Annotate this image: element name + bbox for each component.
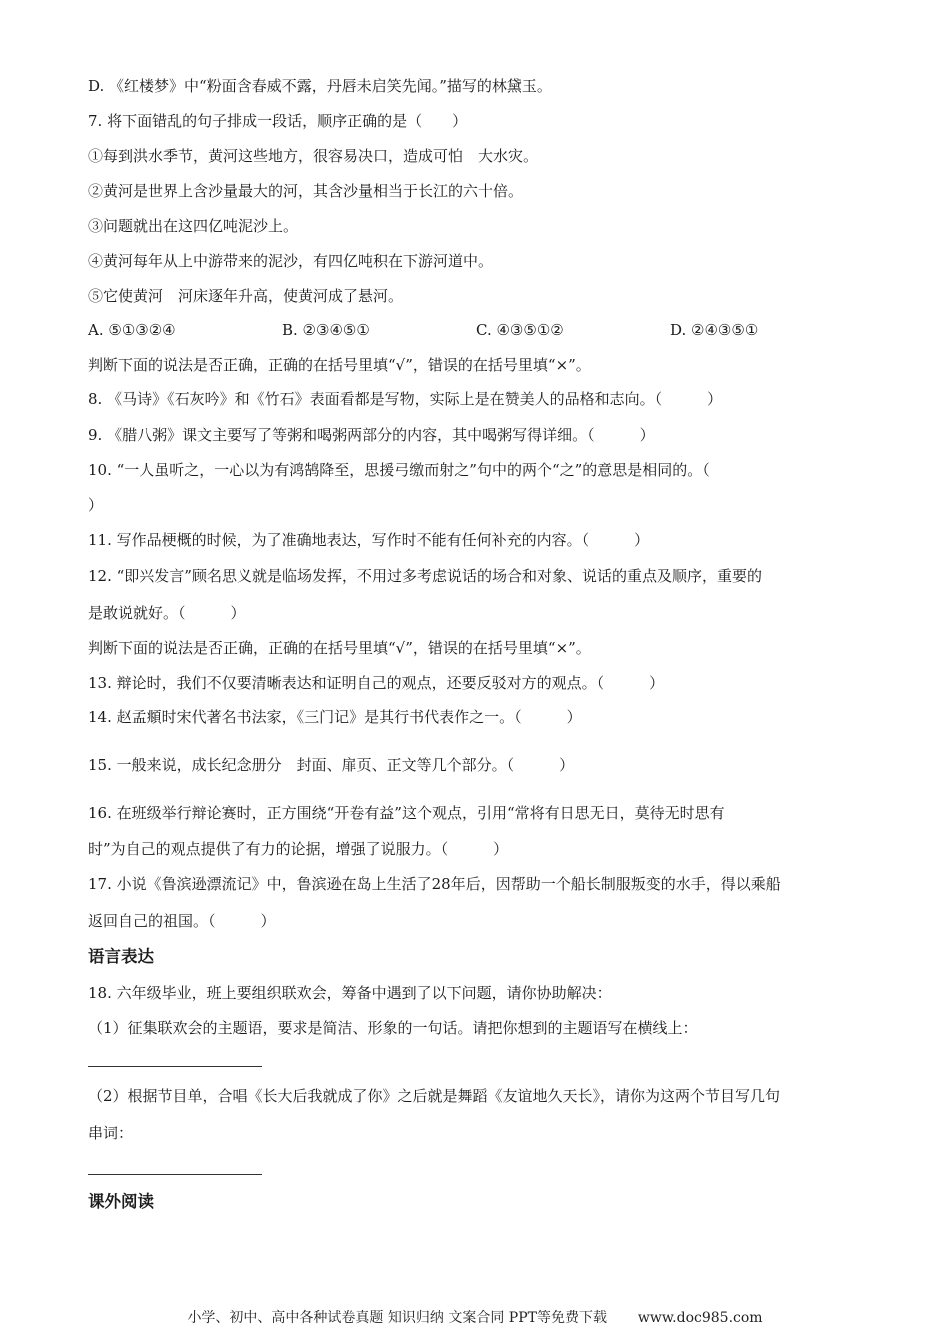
q12-line-1: 12. “即兴发言”顾名思义就是临场发挥，不用过多考虑说话的场合和对象、说话的重点及顺序，重要的 xyxy=(88,567,762,585)
q7-stem: 7. 将下面错乱的句子排成一段话，顺序正确的是（ ） xyxy=(88,112,468,130)
q10-line-2: ） xyxy=(88,496,104,514)
q18-part-1: （1）征集联欢会的主题语，要求是简洁、形象的一句话。请把你想到的主题语写在横线上： xyxy=(88,1019,698,1037)
q15: 15. 一般来说，成长纪念册分 封面、扉页、正文等几个部分。（ ） xyxy=(88,756,575,774)
q16-line-1: 16. 在班级举行辩论赛时，正方围绕“开卷有益”这个观点，引用“常将有日思无日，莫待无时思有 xyxy=(88,804,725,822)
answer-line-1[interactable] xyxy=(88,1066,262,1067)
q14: 14. 赵孟頫时宋代著名书法家，《三门记》是其行书代表作之一。（ ） xyxy=(88,708,582,726)
judge-instruction-2: 判断下面的说法是否正确，正确的在括号里填“√”，错误的在括号里填“×”。 xyxy=(88,639,591,657)
q7-sentence-4: ④黄河每年从上中游带来的泥沙，有四亿吨积在下游河道中。 xyxy=(88,252,494,270)
section-heading-reading: 课外阅读 xyxy=(88,1192,154,1211)
footer-url[interactable]: www.doc985.com xyxy=(637,1310,763,1326)
section-heading-language: 语言表达 xyxy=(88,947,154,966)
q13: 13. 辩论时，我们不仅要清晰表达和证明自己的观点，还要反驳对方的观点。（ ） xyxy=(88,674,665,692)
q18-part-2-line-1: （2）根据节目单，合唱《长大后我就成了你》之后就是舞蹈《友谊地久天长》，请你为这两个节目写几句 xyxy=(88,1087,781,1105)
q7-sentence-2: ②黄河是世界上含沙量最大的河，其含沙量相当于长江的六十倍。 xyxy=(88,182,524,200)
q17-line-1: 17. 小说《鲁滨逊漂流记》中，鲁滨逊在岛上生活了28年后，因帮助一个船长制服叛变的水手，得以乘船 xyxy=(88,875,781,893)
q8: 8. 《马诗》《石灰吟》和《竹石》表面看都是写物，实际上是在赞美人的品格和志向。（ ） xyxy=(88,390,723,408)
q11: 11. 写作品梗概的时候，为了准确地表达，写作时不能有任何补充的内容。（ ） xyxy=(88,531,650,549)
judge-instruction-1: 判断下面的说法是否正确，正确的在括号里填“√”，错误的在括号里填“×”。 xyxy=(88,356,591,374)
q7-sentence-1: ①每到洪水季节，黄河这些地方，很容易决口，造成可怕 大水灾。 xyxy=(88,147,539,165)
q10-line-1: 10. “一人虽听之，一心以为有鸿鹄降至，思援弓缴而射之”句中的两个“之”的意思是相同的。（ xyxy=(88,461,710,479)
q18-stem: 18. 六年级毕业，班上要组织联欢会，筹备中遇到了以下问题，请你协助解决： xyxy=(88,984,612,1002)
q7-option-a: A. ⑤①③②④ xyxy=(88,321,176,339)
q6-option-d: D. 《红楼梦》中“粉面含春威不露，丹唇未启笑先闻。”描写的林黛玉。 xyxy=(88,77,552,95)
q9: 9. 《腊八粥》课文主要写了等粥和喝粥两部分的内容，其中喝粥写得详细。（ ） xyxy=(88,426,655,444)
q7-option-c: C. ④③⑤①② xyxy=(476,321,564,339)
q7-option-d: D. ②④③⑤① xyxy=(670,321,759,339)
q7-sentence-3: ③问题就出在这四亿吨泥沙上。 xyxy=(88,217,299,235)
page-footer xyxy=(0,1308,950,1328)
q18-part-2-line-2: 串词： xyxy=(88,1124,134,1142)
q16-line-2: 时”为自己的观点提供了有力的论据，增强了说服力。（ ） xyxy=(88,840,509,858)
footer-text: 小学、初中、高中各种试卷真题 知识归纳 文案合同 PPT等免费下载 xyxy=(187,1310,607,1326)
q7-sentence-5: ⑤它使黄河 河床逐年升高，使黄河成了悬河。 xyxy=(88,287,404,305)
answer-line-2[interactable] xyxy=(88,1174,262,1175)
q17-line-2: 返回自己的祖国。（ ） xyxy=(88,912,276,930)
q12-line-2: 是敢说就好。（ ） xyxy=(88,604,246,622)
q7-option-b: B. ②③④⑤① xyxy=(282,321,370,339)
